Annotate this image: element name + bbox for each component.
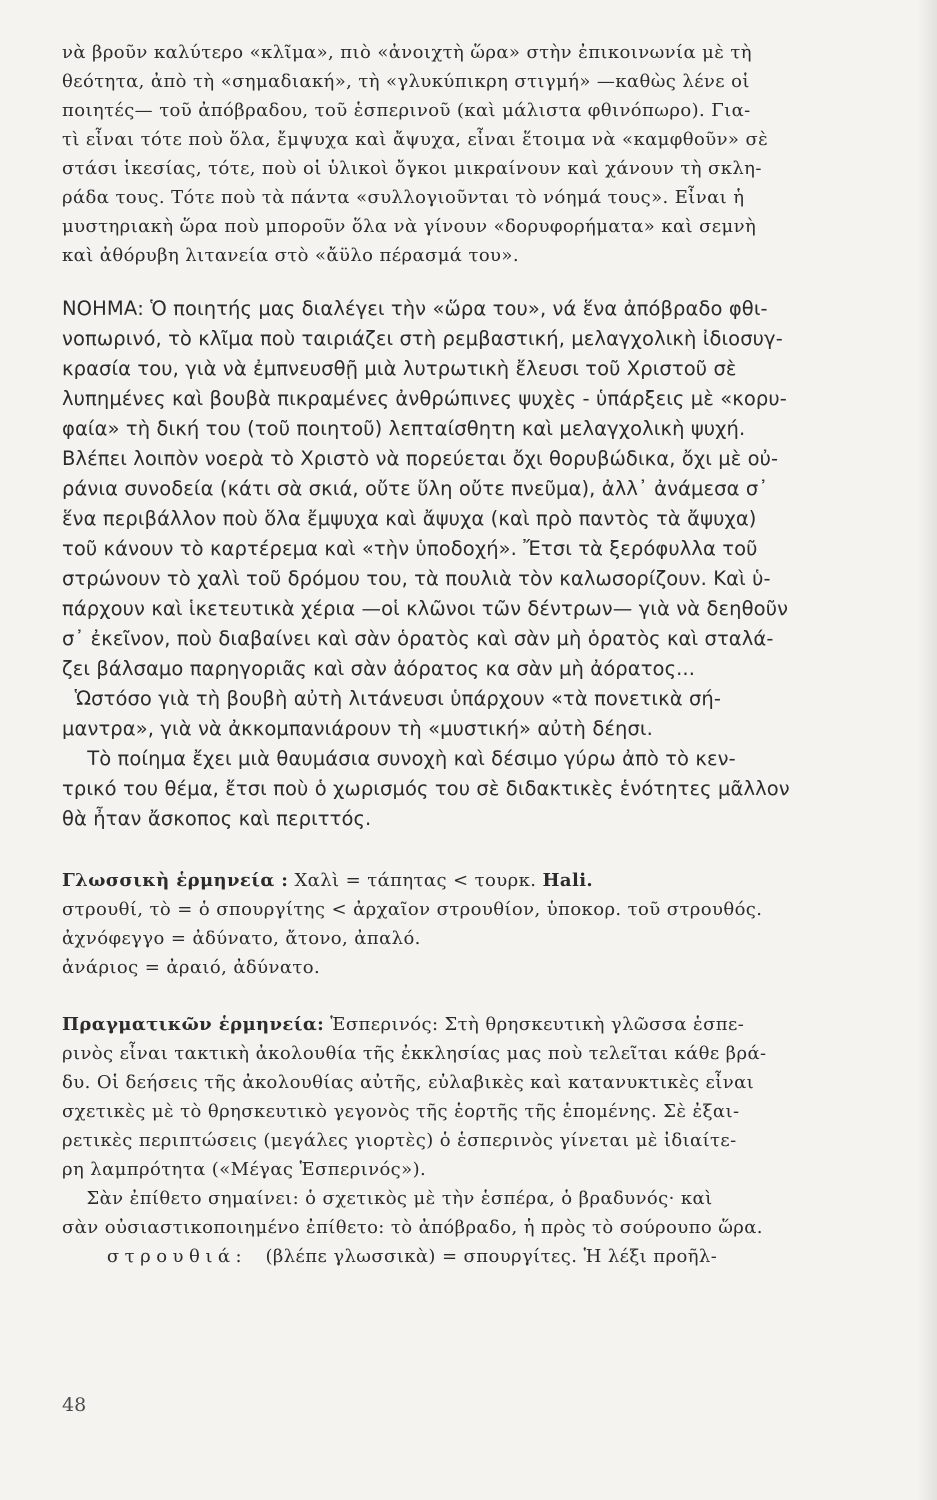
text-line [62, 294, 905, 324]
text-line: καὶ ἀθόρυβη λιτανεία στὸ «ἄϋλο πέρασμά του». [62, 245, 519, 266]
text-line: ράνια συνοδεία (κάτι σὰ σκιά, οὔτε ὕλη οὔτε πνεῦμα), ἀλλ᾽ ἀνάμεσα σ᾽ [62, 477, 769, 500]
page-edge-shadow [917, 0, 937, 1500]
section-noima [62, 294, 905, 834]
text-line: σ᾽ ἐκεῖνον, ποὺ διαβαίνει καὶ σὰν ὁρατὸς καὶ σὰν μὴ ὁρατὸς καὶ σταλά- [62, 627, 774, 650]
section-label-gloss: Γλωσσικὴ ἑρμηνεία : [62, 870, 289, 891]
text-span-spaced: στρουθιά: [62, 1246, 248, 1267]
text-line: τὶ εἶναι τότε ποὺ ὅλα, ἔμψυχα καὶ ἄψυχα, εἶναι ἕτοιμα νὰ «καμφθοῦν» σὲ [62, 129, 769, 150]
text-line: νοπωρινό, τὸ κλῖμα ποὺ ταιριάζει στὴ ρεμβαστική, μελαγχολικὴ ἰδιοσυγ- [62, 327, 783, 350]
text-line: στρουθί, τὸ = ὁ σπουργίτης < ἀρχαῖον στρουθίον, ὑποκορ. τοῦ στρουθός. [62, 899, 763, 920]
section-pragm [62, 1010, 905, 1271]
text-line: νὰ βροῦν καλύτερο «κλῖμα», πιὸ «ἀνοιχτὴ ὥρα» στὴν ἐπικοινωνία μὲ τὴ [62, 42, 752, 63]
text-line: θεότητα, ἀπὸ τὴ «σημαδιακή», τὴ «γλυκύπικρη στιγμή» —καθὼς λένε οἱ [62, 71, 750, 92]
text-line: ρετικὲς περιπτώσεις (μεγάλες γιορτὲς) ὁ ἑσπερινὸς γίνεται μὲ ἰδιαίτε- [62, 1130, 737, 1151]
text-line: σχετικὲς μὲ τὸ θρησκευτικὸ γεγονὸς τῆς ἑορτῆς τῆς ἑπομένης. Σὲ ἐξαι- [62, 1101, 740, 1122]
paragraph-intro [62, 38, 905, 270]
text-line [62, 1242, 905, 1271]
text-line: ποιητές— τοῦ ἀπόβραδου, τοῦ ἑσπερινοῦ (καὶ μάλιστα φθινόπωρο). Για- [62, 100, 751, 121]
page-body [62, 38, 905, 1271]
text-line: θὰ ἦταν ἄσκοπος καὶ περιττός. [62, 807, 372, 830]
text-line: Σὰν ἐπίθετο σημαίνει: ὁ σχετικὸς μὲ τὴν ἑσπέρα, ὁ βραδυνός· καὶ [62, 1188, 713, 1209]
text-line: σὰν οὐσιαστικοποιημένο ἐπίθετο: τὸ ἀπόβραδο, ἡ πρὸς τὸ σούρουπο ὥρα. [62, 1217, 763, 1238]
text-line: μυστηριακὴ ὥρα ποὺ μποροῦν ὅλα νὰ γίνουν «δορυφορήματα» καὶ σεμνὴ [62, 216, 757, 237]
text-line: κρασία του, γιὰ νὰ ἐμπνευσθῇ μιὰ λυτρωτικὴ ἔλευσι τοῦ Χριστοῦ σὲ [62, 357, 737, 380]
text-span: Ἑσπερινός: Στὴ θρησκευτικὴ γλῶσσα ἑσπε- [324, 1014, 745, 1035]
text-line [62, 1010, 905, 1039]
text-line: ράδα τους. Τότε ποὺ τὰ πάντα «συλλογιοῦνται τὸ νόημά τους». Εἶναι ἡ [62, 187, 745, 208]
text-line: λυπημένες καὶ βουβὰ πικραμένες ἀνθρώπινες ψυχὲς - ὑπάρξεις μὲ «κορυ- [62, 387, 787, 410]
text-span: Ὁ ποιητής μας διαλέγει τὴν «ὥρα του», νά ἕνα ἀπόβραδο φθι- [143, 297, 768, 320]
text-span: Χαλὶ = τάπητας < τουρκ. [288, 870, 543, 891]
text-line: ἕνα περιβάλλον ποὺ ὅλα ἔμψυχα καὶ ἄψυχα (καὶ πρὸ παντὸς τὰ ἄψυχα) [62, 507, 757, 530]
text-line: στάσι ἱκεσίας, τότε, ποὺ οἱ ὑλικοὶ ὄγκοι μικραίνουν καὶ χάνουν τὴ σκλη- [62, 158, 762, 179]
text-line: πάρχουν καὶ ἱκετευτικὰ χέρια —οἱ κλῶνοι τῶν δέντρων— γιὰ νὰ δεηθοῦν [62, 597, 789, 620]
section-gloss [62, 866, 905, 982]
text-line: φαία» τὴ δική του (τοῦ ποιητοῦ) λεπταίσθητη καὶ μελαγχολικὴ ψυχή. [62, 417, 746, 440]
text-line: τρικό του θέμα, ἔτσι ποὺ ὁ χωρισμός του σὲ διδακτικὲς ἑνότητες μᾶλλον [62, 777, 790, 800]
text-span: (βλέπε γλωσσικὰ) = σπουργίτες. Ἡ λέξι προῆλ- [247, 1246, 718, 1267]
text-line: ἀνάριος = ἀραιό, ἀδύνατο. [62, 957, 321, 978]
section-label-noima: ΝΟΗΜΑ: [62, 297, 144, 320]
text-line: Βλέπει λοιπὸν νοερὰ τὸ Χριστὸ νὰ πορεύεται ὄχι θορυβώδικα, ὄχι μὲ οὐ- [62, 447, 779, 470]
text-line [62, 866, 905, 895]
text-line: Τὸ ποίημα ἔχει μιὰ θαυμάσια συνοχὴ καὶ δέσιμο γύρω ἀπὸ τὸ κεν- [62, 747, 736, 770]
text-line: στρώνουν τὸ χαλὶ τοῦ δρόμου του, τὰ πουλιὰ τὸν καλωσορίζουν. Καὶ ὑ- [62, 567, 771, 590]
text-line: ρη λαμπρότητα («Μέγας Ἑσπερινός»). [62, 1159, 427, 1180]
section-label-pragm: Πραγματικῶν ἑρμηνεία: [62, 1014, 325, 1035]
text-line: ἀχνόφεγγο = ἀδύνατο, ἄτονο, ἀπαλό. [62, 928, 421, 949]
text-span-bold: Hali. [542, 870, 594, 891]
text-line: δυ. Οἱ δεήσεις τῆς ἀκολουθίας αὐτῆς, εὐλαβικὲς καὶ κατανυκτικὲς εἶναι [62, 1072, 755, 1093]
text-line: Ὡστόσο γιὰ τὴ βουβὴ αὐτὴ λιτάνευσι ὑπάρχουν «τὰ πονετικὰ σή- [62, 687, 722, 710]
text-line: τοῦ κάνουν τὸ καρτέρεμα καὶ «τὴν ὑποδοχή». Ἔτσι τὰ ξερόφυλλα τοῦ [62, 537, 758, 560]
text-line: μαντρα», γιὰ νὰ ἀκκομπανιάρουν τὴ «μυστική» αὐτὴ δέησι. [62, 717, 653, 740]
page-number: 48 [62, 1394, 87, 1416]
text-line: ρινὸς εἶναι τακτικὴ ἀκολουθία τῆς ἐκκλησίας μας ποὺ τελεῖται κάθε βρά- [62, 1043, 767, 1064]
text-line: ζει βάλσαμο παρηγοριᾶς καὶ σὰν ἀόρατος κα σὰν μὴ ἀόρατος... [62, 657, 696, 680]
